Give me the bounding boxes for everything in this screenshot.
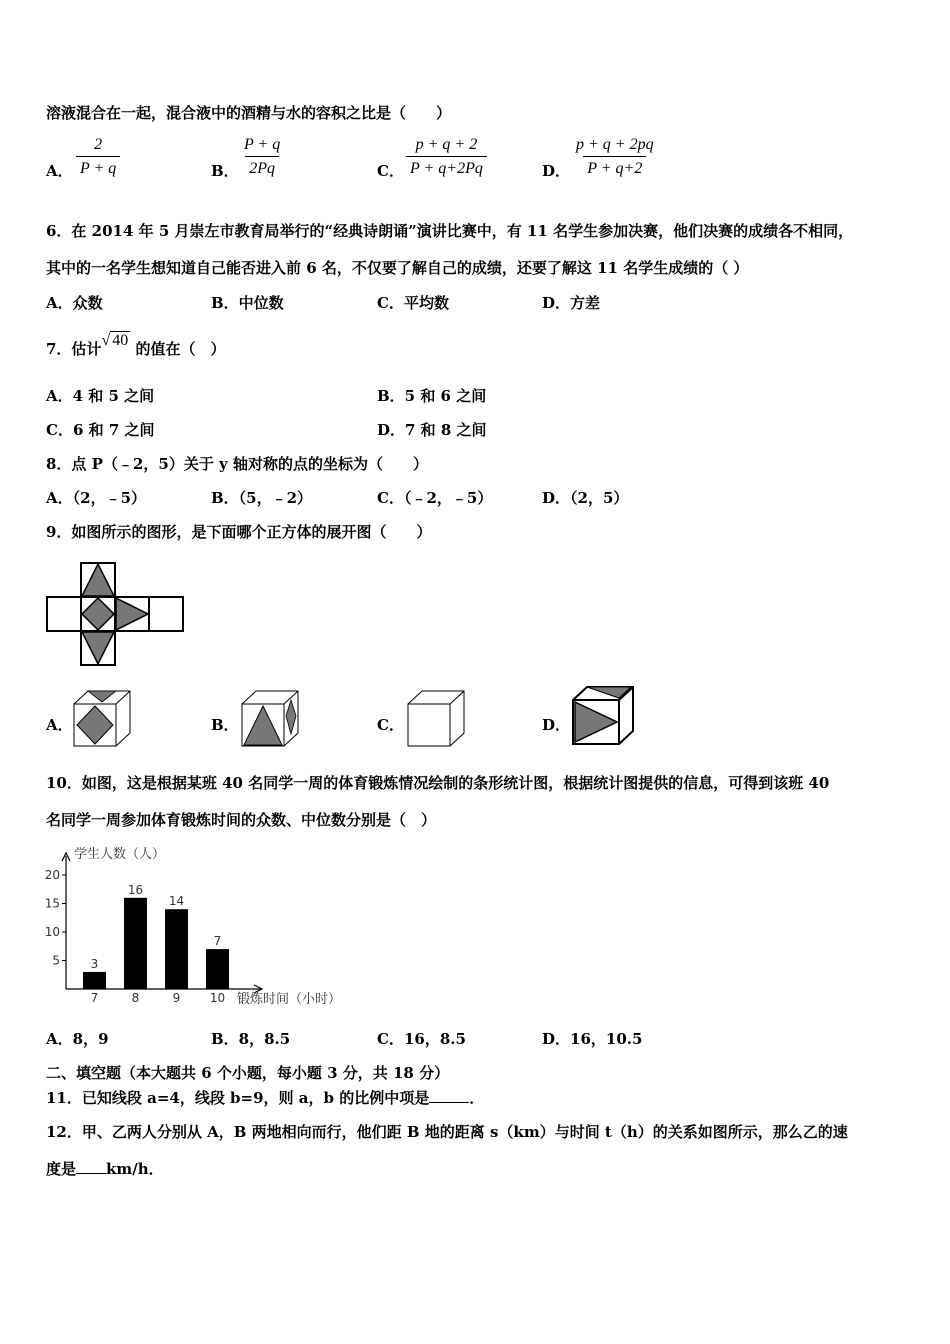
- q10-line2: 名同学一周参加体育锻炼时间的众数、中位数分别是（ ）: [46, 811, 437, 829]
- q9-option-d-cube: [569, 684, 637, 748]
- q8-stem: 8．点 P（﹣2，5）关于 y 轴对称的点的坐标为（ ）: [46, 455, 428, 473]
- x-axis-label: 锻炼时间（小时）: [237, 992, 342, 1007]
- q7-option-b: B．5 和 6 之间: [377, 387, 487, 405]
- q10-option-a: A．8，9: [46, 1030, 109, 1048]
- q5-option-d-num: p + q + 2pq: [576, 136, 654, 153]
- q5-option-d-fraction: [572, 136, 658, 178]
- q5-option-b-fraction: [240, 136, 284, 178]
- net-bottom-triangle: [82, 632, 114, 664]
- y-axis-label: 学生人数（人）: [74, 847, 166, 862]
- x-tick-label-9: 9: [172, 991, 181, 1005]
- q9-option-a-label: A．: [46, 716, 73, 734]
- q5-option-c-label: C．: [377, 162, 404, 180]
- q5-option-d-den: P + q+2: [583, 156, 646, 178]
- q9-stem: 9．如图所示的图形，是下面哪个正方体的展开图（ ）: [46, 523, 432, 541]
- q12-line2: [46, 1158, 164, 1179]
- q5-option-d-label: D．: [542, 162, 571, 180]
- q5-stem: 溶液混合在一起，混合液中的酒精与水的容积之比是（ ）: [46, 104, 452, 122]
- q9-option-d-label: D．: [542, 716, 571, 734]
- net-right-triangle: [116, 598, 148, 630]
- q6-option-c: C．平均数: [377, 294, 449, 312]
- q5-option-a-label: A．: [46, 162, 73, 180]
- q9-option-c-cube: [404, 688, 468, 748]
- q12-line1: 12．甲、乙两人分别从 A，B 两地相向而行，他们距 B 地的距离 s（km）与时间 t（h）的关系如图所示，那么乙的速: [46, 1123, 848, 1141]
- q6-line2: 其中的一名学生想知道自己能否进入前 6 名，不仅要了解自己的成绩，还要了解这 11 名学生成绩的（ ）: [46, 259, 749, 277]
- bar-8: [124, 898, 147, 989]
- q12-line2-end: km/h．: [106, 1160, 164, 1178]
- y-tick-label-10: 10: [44, 925, 60, 939]
- q5-option-a-num: 2: [94, 136, 103, 153]
- q11-text: [46, 1087, 484, 1108]
- q8-option-a: A．（2，﹣5）: [46, 489, 147, 507]
- q5-option-c-num: p + q + 2: [415, 136, 478, 153]
- q10-option-c: C．16，8.5: [377, 1030, 466, 1048]
- q11-stem: 11．已知线段 a=4，线段 b=9，则 a，b 的比例中项是: [46, 1089, 430, 1107]
- q5-option-b-den: 2Pq: [245, 156, 279, 178]
- q8-option-d: D．（2，5）: [542, 489, 629, 507]
- q6-option-d: D．方差: [542, 294, 601, 312]
- q5-option-b-num: P + q: [244, 136, 281, 153]
- q5-option-b-label: B．: [211, 162, 239, 180]
- bar-9: [165, 909, 188, 989]
- net-center-diamond: [82, 598, 114, 630]
- q9-option-b-label: B．: [211, 716, 239, 734]
- y-tick-label-20: 20: [44, 868, 60, 882]
- bar-value-label-8: 16: [127, 882, 144, 897]
- bar-value-label-10: 7: [213, 934, 222, 949]
- q10-option-d: D．16，10.5: [542, 1030, 643, 1048]
- q7-radicand: 40: [112, 332, 129, 349]
- q6-line1: 6．在 2014 年 5 月崇左市教育局举行的“经典诗朗诵”演讲比赛中，有 11 名学生参加决赛，他们决赛的成绩各不相同，: [46, 222, 854, 240]
- q5-option-c-fraction: [406, 136, 487, 178]
- bar-value-label-9: 14: [168, 894, 185, 909]
- q7-option-a: A．4 和 5 之间: [46, 387, 155, 405]
- x-tick-label-7: 7: [90, 991, 99, 1005]
- section2-title: 二、填空题（本大题共 6 个小题，每小题 3 分，共 18 分）: [46, 1064, 450, 1082]
- x-tick-label-10: 10: [209, 991, 226, 1005]
- q12-line2-start: 度是: [46, 1160, 77, 1178]
- bar-value-label-7: 3: [90, 956, 99, 971]
- q10-line1: 10．如图，这是根据某班 40 名同学一周的体育锻炼情况绘制的条形统计图，根据统计图提供的信息，可得到该班 40: [46, 774, 830, 792]
- y-tick-label-15: 15: [44, 896, 60, 911]
- q7-prefix: 7．估计: [46, 340, 102, 358]
- net-top-triangle: [82, 564, 114, 596]
- bar-7: [83, 972, 106, 989]
- q7-suffix: 的值在（ ）: [135, 340, 226, 358]
- q10-option-b: B．8，8.5: [211, 1030, 291, 1048]
- q11-end: ．: [469, 1089, 485, 1107]
- q6-option-b: B．中位数: [211, 294, 284, 312]
- q5-option-a-den: P + q: [76, 156, 120, 178]
- q12-answer-blank[interactable]: [76, 1173, 106, 1174]
- q10-bar-chart: [40, 840, 370, 1012]
- q5-option-a-fraction: [76, 136, 120, 178]
- q9-option-a-cube: [70, 688, 134, 748]
- x-tick-label-8: 8: [131, 991, 140, 1005]
- q7-option-d: D．7 和 8 之间: [377, 421, 487, 439]
- bar-10: [206, 949, 229, 989]
- q9-option-c-label: C．: [377, 716, 404, 734]
- q5-option-c-den: P + q+2Pq: [406, 156, 487, 178]
- q7-sqrt: √ 40: [101, 332, 129, 349]
- q9-option-b-cube: [238, 688, 302, 748]
- q6-option-a: A．众数: [46, 294, 103, 312]
- q8-option-b: B．（5，﹣2）: [211, 489, 313, 507]
- q7-stem: [46, 332, 226, 359]
- q9-cube-net-figure: [44, 560, 188, 668]
- y-tick-label-5: 5: [52, 953, 60, 968]
- q11-answer-blank[interactable]: [429, 1102, 469, 1103]
- q8-option-c: C．（﹣2，﹣5）: [377, 489, 493, 507]
- q7-option-c: C．6 和 7 之间: [46, 421, 155, 439]
